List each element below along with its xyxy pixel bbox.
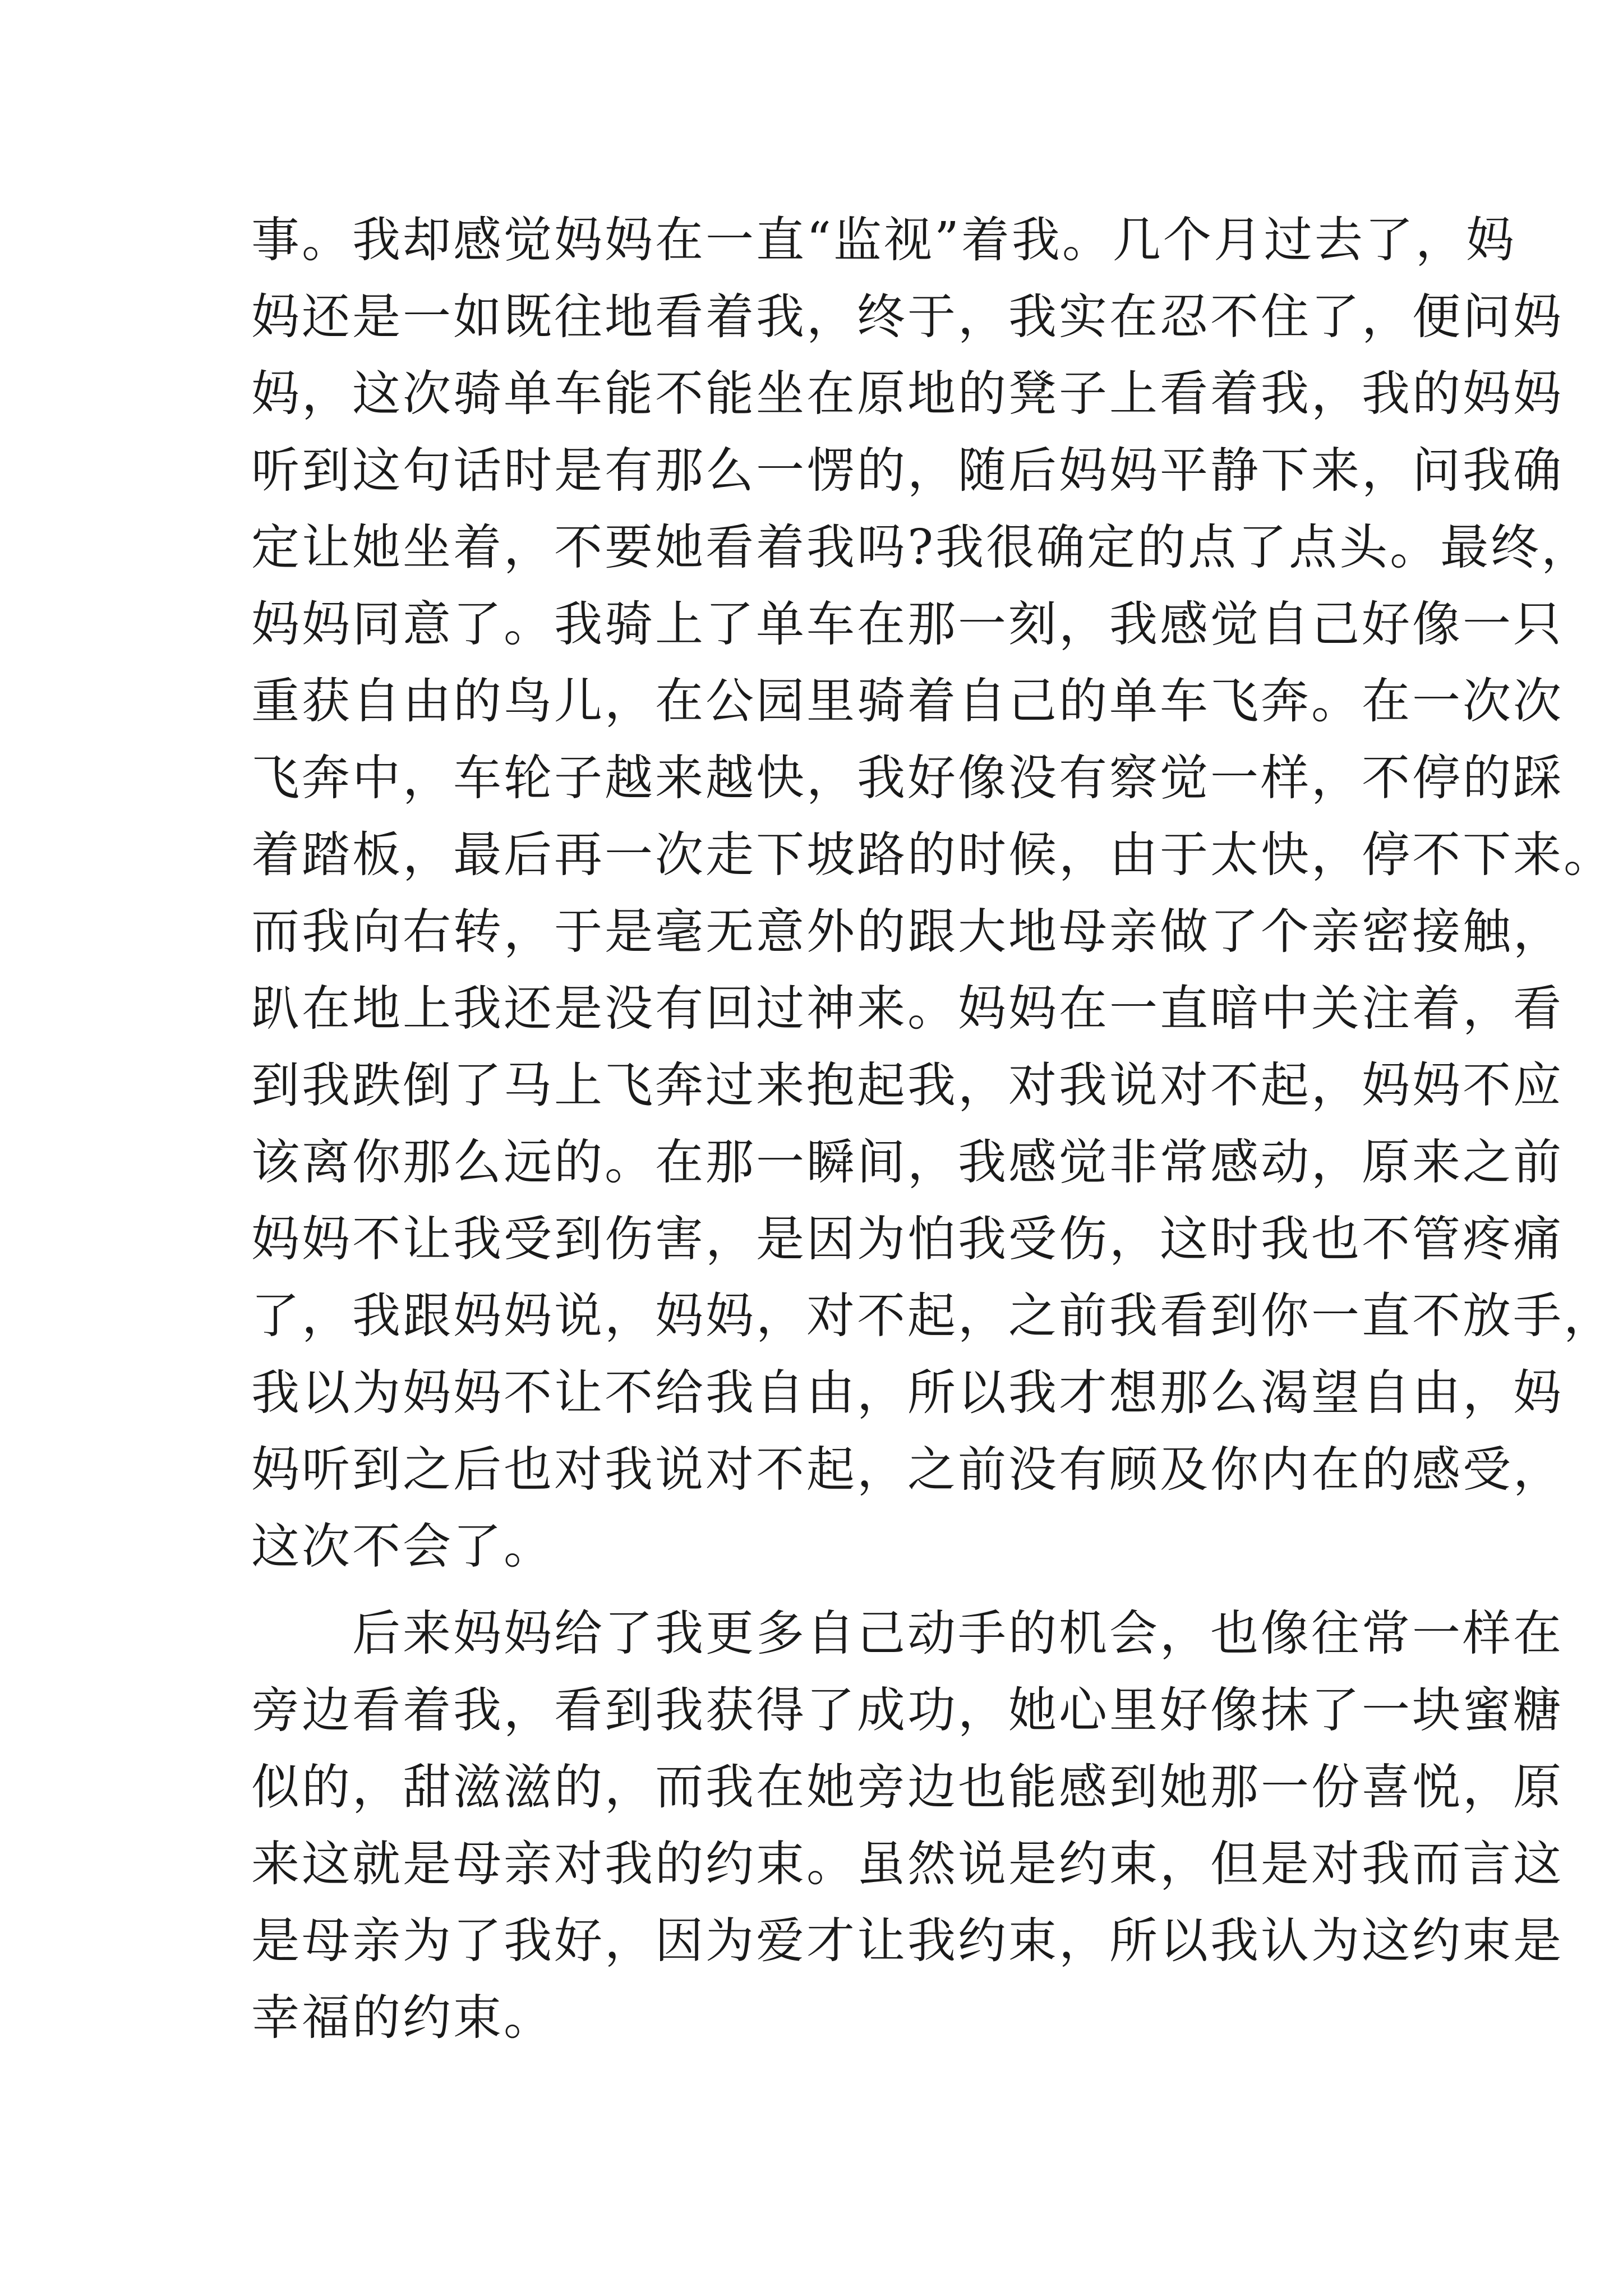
text-line: 了，我跟妈妈说，妈妈，对不起，之前我看到你一直不放手， (251, 1288, 1614, 1344)
text-line: 妈，这次骑单车能不能坐在原地的凳子上看着我，我的妈妈 (251, 366, 1564, 422)
text-line: 事。我却感觉妈妈在一直“监视”着我。几个月过去了，妈 (251, 212, 1516, 268)
text-line: 妈听到之后也对我说对不起，之前没有顾及你内在的感受， (251, 1442, 1564, 1498)
text-line: 后来妈妈给了我更多自己动手的机会，也像往常一样在 (251, 1605, 1564, 1662)
text-line: 该离你那么远的。在那一瞬间，我感觉非常感动，原来之前 (251, 1134, 1564, 1190)
essay-body (251, 202, 1614, 2056)
text-line: 妈还是一如既往地看着我，终于，我实在忍不住了，便问妈 (251, 289, 1564, 345)
paragraph-1 (251, 202, 1614, 1585)
text-line: 妈妈同意了。我骑上了单车在那一刻，我感觉自己好像一只 (251, 596, 1564, 652)
text-line: 是母亲为了我好，因为爱才让我约束，所以我认为这约束是 (251, 1913, 1564, 1969)
text-line: 着踏板，最后再一次走下坡路的时候，由于太快，停不下来。 (251, 827, 1614, 883)
text-line: 定让她坐着，不要她看着我吗?我很确定的点了点头。最终， (251, 519, 1592, 576)
text-line: 飞奔中，车轮子越来越快，我好像没有察觉一样，不停的踩 (251, 750, 1564, 806)
paragraph-2 (251, 1595, 1564, 2056)
text-line: 我以为妈妈不让不给我自由，所以我才想那么渴望自由，妈 (251, 1365, 1564, 1421)
text-line: 趴在地上我还是没有回过神来。妈妈在一直暗中关注着，看 (251, 981, 1564, 1037)
text-line: 到我跌倒了马上飞奔过来抱起我，对我说对不起，妈妈不应 (251, 1057, 1564, 1114)
text-line: 来这就是母亲对我的约束。虽然说是约束，但是对我而言这 (251, 1836, 1564, 1892)
text-line: 似的，甜滋滋的，而我在她旁边也能感到她那一份喜悦，原 (251, 1759, 1564, 1815)
paragraph-spacer (251, 1585, 1401, 1595)
text-line: 这次不会了。 (251, 1519, 554, 1575)
text-line: 旁边看着我，看到我获得了成功，她心里好像抹了一块蜜糖 (251, 1682, 1564, 1738)
text-line: 而我向右转，于是毫无意外的跟大地母亲做了个亲密接触， (251, 904, 1564, 960)
text-line: 幸福的约束。 (251, 1990, 554, 2046)
text-line: 妈妈不让我受到伤害，是因为怕我受伤，这时我也不管疼痛 (251, 1211, 1564, 1267)
text-line: 听到这句话时是有那么一愣的，随后妈妈平静下来，问我确 (251, 443, 1564, 499)
text-line: 重获自由的鸟儿，在公园里骑着自己的单车飞奔。在一次次 (251, 673, 1564, 729)
